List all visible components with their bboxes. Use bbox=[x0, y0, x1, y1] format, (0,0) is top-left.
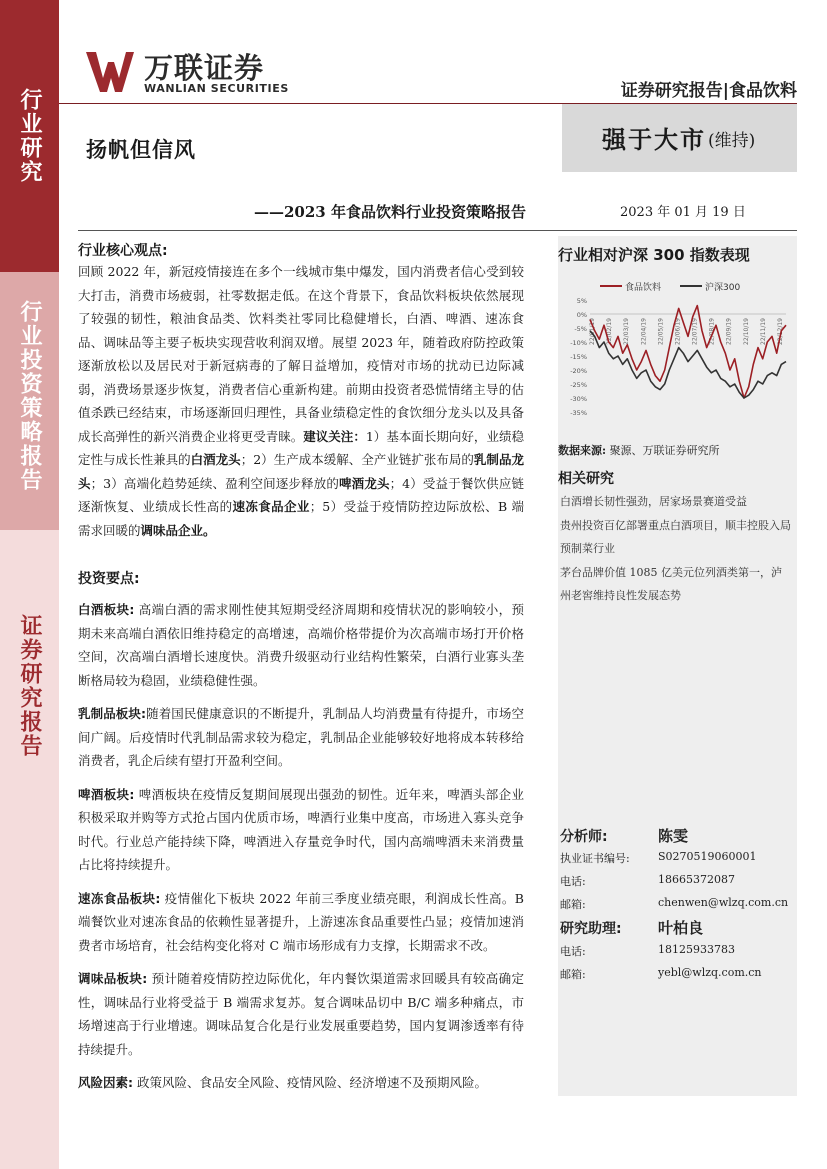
point-dairy bbox=[78, 702, 524, 773]
analyst-email-row bbox=[560, 896, 794, 912]
suggest-4: ；4）受益于餐饮供应链逐渐恢复、业绩成长性高的 bbox=[78, 475, 524, 514]
suggest-label: 建议关注： bbox=[303, 428, 366, 444]
analyst-label: 分析师: bbox=[560, 829, 608, 845]
related-research-list bbox=[560, 490, 792, 608]
point-label: 乳制品板块: bbox=[78, 706, 146, 721]
x-tick-label: 22/12/19 bbox=[777, 318, 784, 345]
point-text: 高端白酒的需求刚性使其短期受经济周期和疫情状况的影响较小，预期未来高端白酒依旧维持稳定的高增速，高端价格带提价为次高端市场打开价格空间，次高端白酒增长速度快。消费升级驱动行业结构性繁荣，白酒行业寡头垄断格局较为稳固，业绩稳健性强。 bbox=[78, 602, 524, 688]
main-column bbox=[78, 240, 524, 1095]
report-title: 扬帆但信风 bbox=[86, 138, 196, 162]
email-label: 邮箱: bbox=[560, 898, 586, 911]
y-tick-label: 0% bbox=[576, 311, 587, 319]
side-band bbox=[0, 0, 59, 1169]
suggest-5-focus: 调味品企业。 bbox=[140, 522, 216, 538]
x-tick-label: 22/06/19 bbox=[674, 318, 682, 345]
point-beer bbox=[78, 783, 524, 877]
point-label: 白酒板块: bbox=[78, 602, 135, 617]
phone-label: 电话: bbox=[560, 945, 586, 958]
rating-note: (维持) bbox=[708, 131, 756, 151]
core-paragraph bbox=[78, 260, 524, 542]
sidebar-column bbox=[558, 236, 797, 1096]
suggest-2: ；2）生产成本缓解、全产业链扩张布局的 bbox=[240, 452, 474, 467]
y-tick-label: -20% bbox=[570, 367, 587, 375]
y-tick-label: -5% bbox=[574, 325, 587, 333]
y-tick-label: -15% bbox=[570, 353, 587, 361]
point-baijiu bbox=[78, 598, 524, 692]
point-text: 啤酒板块在疫情反复期间展现出强劲的韧性。近年来，啤酒头部企业积极采取并购等方式抢占国内优质市场，啤酒行业集中度高，市场进入寡头竞争时代。行业总产能持续下降，啤酒进入存量竞争时代，国内高端啤酒未来消费量占比将持续提升。 bbox=[78, 786, 524, 872]
analyst-phone-row bbox=[560, 873, 794, 889]
assistant-row bbox=[560, 918, 794, 938]
assistant-email-row bbox=[560, 966, 794, 982]
core-text: 回顾 2022 年，新冠疫情接连在多个一线城市集中爆发，国内消费者信心受到较大打击，消费市场疲弱，社零数据走低。在这个背景下，食品饮料板块依然展现了较强的韧性，粮油食品类、饮料类社零同比稳健增长，白酒、啤酒、速冻食品、调味品等主要子板块实现营收利润双增。展望 2023 年，随着政府防控政策逐渐放松以及居民对于新冠病毒的了解日益增加，疫情对市场的扰动已边际减弱，消费场景逐步恢复，消费者信心重新构建。前期由投资者恐慌情绪主导的估值杀跌已经结束，市场逐渐回归理性，具备业绩稳定性的食饮细分龙头以及具备成长高弹性的新兴消费企业将更受青睐。 bbox=[78, 264, 524, 444]
suggest-4-focus: 速冻食品企业 bbox=[232, 499, 310, 514]
legend-label: 沪深300 bbox=[705, 283, 741, 293]
logo-mark-icon bbox=[84, 48, 136, 94]
x-tick-label: 22/03/19 bbox=[623, 318, 631, 345]
analyst-cert-row bbox=[560, 850, 794, 866]
assistant-phone-row bbox=[560, 943, 794, 959]
core-heading: 行业核心观点: bbox=[78, 243, 168, 259]
suggest-3: ；3）高端化趋势延续、盈利空间逐步释放的 bbox=[90, 475, 340, 491]
point-label: 啤酒板块: bbox=[78, 786, 135, 802]
related-research-item[interactable]: 贵州投资百亿部署重点白酒项目，顺丰控股入局预制菜行业 bbox=[560, 518, 791, 555]
point-label: 速冻食品板块: bbox=[78, 890, 161, 906]
x-tick-label: 22/10/19 bbox=[742, 318, 750, 345]
x-tick-label: 22/04/19 bbox=[640, 318, 648, 345]
report-date: 2023 年 01 月 19 日 bbox=[620, 205, 746, 220]
point-text: 随着国民健康意识的不断提升，乳制品人均消费量有待提升，市场空间广阔。后疫情时代乳制品需求较为稳定，乳制品企业能够较好地将成本转移给消费者，乳企后续有望打开盈利空间。 bbox=[78, 706, 524, 768]
related-research-item[interactable]: 茅台品牌价值 1085 亿美元位列酒类第一，泸州老窖维持良性发展态势 bbox=[560, 565, 782, 602]
y-tick-label: -35% bbox=[570, 409, 587, 417]
data-source-label: 数据来源: bbox=[558, 444, 607, 457]
analyst-phone: 18665372087 bbox=[658, 873, 735, 886]
cert-number: S0270519060001 bbox=[658, 850, 757, 863]
related-research-title: 相关研究 bbox=[558, 471, 614, 487]
point-risk bbox=[78, 1071, 524, 1095]
point-frozen-food bbox=[78, 887, 524, 958]
x-tick-label: 22/09/19 bbox=[725, 318, 733, 345]
x-tick-label: 22/05/19 bbox=[657, 318, 665, 345]
point-text: 预计随着疫情防控边际优化，年内餐饮渠道需求回暖具有较高确定性，调味品行业将受益于 B 端需求复苏。复合调味品切中 B/C 端多种痛点，市场增速高于行业增速。调味品复合化是行业发展重要趋势，国内复调渗透率有待持续提升。 bbox=[78, 971, 524, 1057]
rating: 强于大市 bbox=[602, 126, 706, 154]
rating-box bbox=[562, 104, 797, 172]
x-tick-label: 22/08/19 bbox=[708, 318, 716, 345]
suggest-3-focus: 啤酒龙头 bbox=[339, 475, 390, 491]
logo-text-cn: 万联证券 bbox=[144, 51, 265, 85]
x-tick-label: 22/11/19 bbox=[759, 318, 767, 345]
y-tick-label: -30% bbox=[570, 395, 587, 403]
related-research-item[interactable]: 白酒增长韧性强劲，居家场景赛道受益 bbox=[560, 495, 747, 508]
point-text: 疫情催化下板块 2022 年前三季度业绩亮眼，利润成长性高。B 端餐饮业对速冻食品的依赖性显著提升，上游速冻食品重要性凸显；疫情加速消费者市场培育，社会结构变化将对 C 端市场形成有力支撑，长期需求不改。 bbox=[78, 890, 524, 953]
perf-chart-title: 行业相对沪深 300 指数表现 bbox=[558, 246, 750, 264]
point-label: 风险因素: bbox=[78, 1075, 133, 1090]
document-type: 证券研究报告|食品饮料 bbox=[620, 81, 797, 101]
side-label-industry-research: 行业研究 bbox=[17, 88, 42, 184]
point-text: 政策风险、食品安全风险、疫情风险、经济增速不及预期风险。 bbox=[136, 1075, 487, 1090]
legend-label: 食品饮料 bbox=[625, 283, 662, 293]
y-tick-label: -10% bbox=[570, 339, 587, 347]
suggest-2-focus: 乳制品龙头 bbox=[78, 452, 524, 491]
assistant-name: 叶柏良 bbox=[658, 919, 704, 937]
company-logo bbox=[84, 46, 304, 96]
suggest-1-focus: 白酒龙头 bbox=[190, 452, 241, 467]
analyst-email[interactable]: chenwen@wlzq.com.cn bbox=[658, 896, 789, 909]
perf-chart bbox=[564, 272, 792, 462]
logo-text-en: WANLIAN SECURITIES bbox=[144, 82, 289, 95]
x-tick-label: 22/02/19 bbox=[606, 318, 614, 345]
data-source-text: 聚源、万联证券研究所 bbox=[609, 444, 720, 457]
data-source bbox=[558, 442, 720, 458]
assistant-label: 研究助理: bbox=[560, 921, 622, 937]
x-tick-label: 22/01/19 bbox=[589, 318, 596, 345]
point-condiment bbox=[78, 967, 524, 1061]
cert-label: 执业证书编号: bbox=[560, 852, 630, 865]
y-tick-label: 5% bbox=[576, 297, 587, 305]
point-label: 调味品板块: bbox=[78, 971, 148, 986]
title-divider bbox=[78, 230, 797, 231]
x-tick-label: 22/07/19 bbox=[691, 318, 699, 345]
phone-label: 电话: bbox=[560, 875, 586, 888]
suggest-1: 1）基本面长期向好，业绩稳定性与成长性兼具的 bbox=[78, 428, 524, 467]
points-heading: 投资要点: bbox=[78, 571, 140, 587]
side-label-strategy-report: 行业投资策略报告 bbox=[17, 300, 42, 492]
assistant-phone: 18125933783 bbox=[658, 943, 735, 956]
suggest-5: ；5）受益于疫情防控边际放松、B 端需求回暖的 bbox=[78, 499, 524, 538]
y-tick-label: -25% bbox=[570, 381, 587, 389]
assistant-email[interactable]: yebl@wlzq.com.cn bbox=[658, 966, 762, 979]
analyst-name: 陈雯 bbox=[658, 827, 689, 845]
analyst-row bbox=[560, 826, 794, 846]
side-label-securities-report: 证券研究报告 bbox=[17, 614, 42, 758]
report-subtitle: ——2023 年食品饮料行业投资策略报告 bbox=[254, 203, 526, 221]
email-label: 邮箱: bbox=[560, 968, 586, 981]
